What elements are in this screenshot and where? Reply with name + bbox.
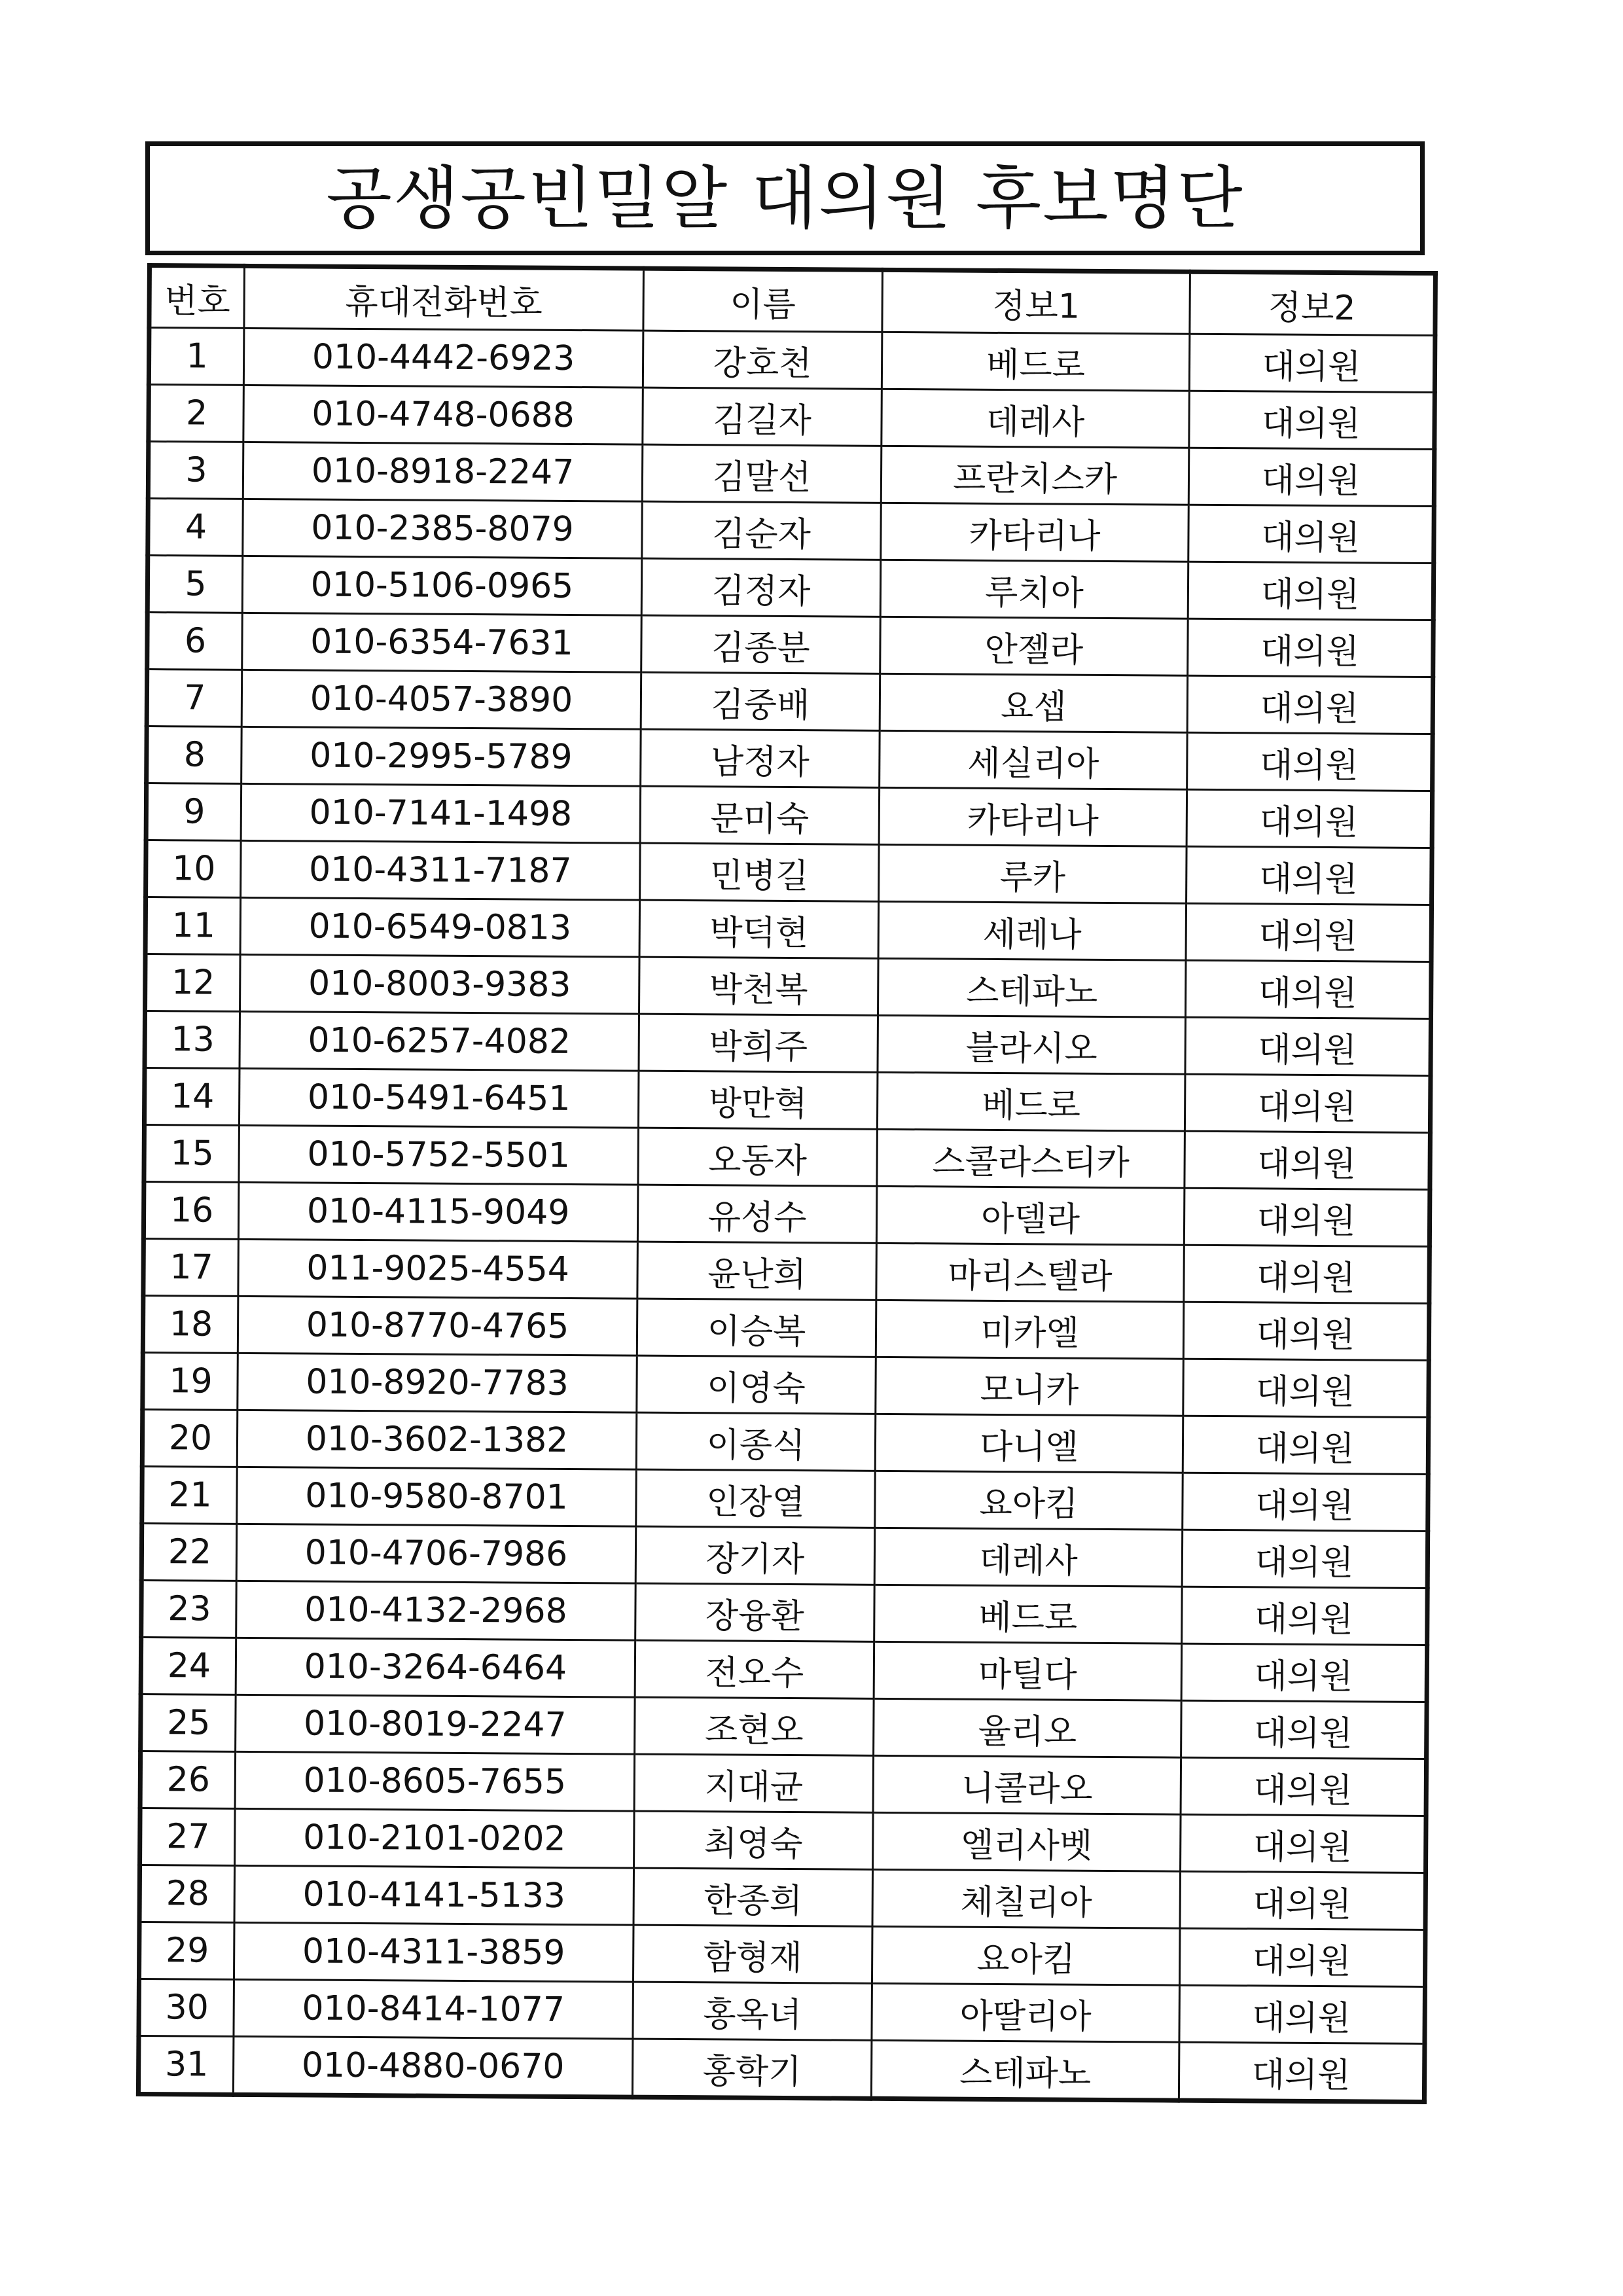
cell-info1: 카타리나 [879, 787, 1187, 846]
cell-number: 2 [149, 385, 244, 442]
cell-info1: 루카 [879, 844, 1187, 903]
table-row [140, 1808, 1426, 1873]
candidate-table-wrapper [136, 263, 1433, 2104]
cell-phone: 010-6257-4082 [240, 1011, 639, 1071]
table-row [138, 2036, 1425, 2102]
cell-number: 25 [141, 1694, 236, 1751]
cell-number: 20 [142, 1409, 238, 1467]
table-row [145, 897, 1431, 962]
header-number: 번호 [149, 266, 245, 329]
cell-info2: 대의원 [1183, 1416, 1429, 1474]
cell-phone: 010-2385-8079 [243, 499, 643, 558]
cell-phone: 010-2995-5789 [241, 726, 641, 786]
cell-info1: 세레나 [878, 901, 1186, 960]
cell-info1: 베드로 [882, 332, 1190, 391]
table-row [143, 1352, 1429, 1417]
cell-info2: 대의원 [1187, 732, 1433, 791]
cell-name: 홍옥녀 [633, 1982, 872, 2040]
cell-info1: 스테파노 [878, 958, 1186, 1017]
cell-number: 30 [139, 1979, 234, 2036]
table-row [142, 1466, 1428, 1531]
cell-name: 유성수 [637, 1185, 877, 1243]
cell-info1: 프란치스카 [881, 446, 1189, 505]
cell-info2: 대의원 [1179, 1985, 1425, 2043]
cell-phone: 010-8920-7783 [238, 1353, 637, 1412]
cell-info2: 대의원 [1185, 1074, 1431, 1132]
cell-name: 조현오 [635, 1697, 874, 1755]
table-row [139, 1865, 1425, 1929]
cell-name: 장기자 [635, 1526, 875, 1585]
cell-phone: 010-8414-1077 [234, 1979, 633, 2039]
table-row [144, 1067, 1430, 1132]
cell-info2: 대의원 [1181, 1643, 1427, 1702]
cell-info1: 아델라 [876, 1186, 1185, 1245]
cell-phone: 010-8918-2247 [243, 442, 643, 501]
table-row [142, 1409, 1428, 1474]
cell-number: 28 [139, 1865, 235, 1922]
cell-info2: 대의원 [1182, 1530, 1428, 1588]
cell-info1: 블라시오 [878, 1015, 1186, 1074]
cell-phone: 010-4706-7986 [236, 1524, 636, 1583]
table-row [147, 670, 1433, 734]
header-info2: 정보2 [1190, 272, 1436, 335]
cell-phone: 010-4442-6923 [243, 328, 643, 387]
cell-info2: 대의원 [1180, 1871, 1426, 1929]
cell-info1: 요아킴 [872, 1926, 1180, 1985]
cell-info2: 대의원 [1189, 334, 1435, 392]
cell-info2: 대의원 [1181, 1757, 1427, 1816]
table-header-row [149, 266, 1436, 336]
table-row [144, 1124, 1430, 1189]
cell-name: 김말선 [642, 444, 882, 503]
cell-phone: 010-8770-4765 [238, 1296, 637, 1355]
cell-info1: 미카엘 [876, 1300, 1184, 1359]
cell-number: 14 [144, 1067, 240, 1125]
cell-number: 11 [145, 897, 241, 955]
cell-info2: 대의원 [1184, 1245, 1430, 1303]
cell-phone: 010-5491-6451 [239, 1068, 639, 1128]
table-row [147, 556, 1433, 620]
cell-number: 10 [146, 840, 241, 898]
cell-phone: 010-6549-0813 [240, 897, 640, 957]
cell-phone: 010-4141-5133 [234, 1865, 634, 1925]
cell-name: 이영숙 [637, 1355, 876, 1414]
cell-name: 이종식 [636, 1412, 876, 1471]
cell-phone: 010-4311-7187 [241, 840, 641, 900]
page-title: 공생공빈밀알 대의원 후보명단 [326, 158, 1244, 238]
cell-info2: 대의원 [1185, 1017, 1431, 1075]
cell-info1: 요아킴 [875, 1471, 1183, 1530]
cell-phone: 010-2101-0202 [235, 1808, 635, 1868]
cell-phone: 010-3602-1382 [237, 1410, 637, 1469]
cell-number: 18 [143, 1295, 238, 1353]
cell-name: 박희주 [639, 1014, 878, 1072]
table-body [138, 328, 1435, 2102]
cell-number: 4 [148, 499, 243, 556]
cell-info2: 대의원 [1188, 505, 1435, 563]
cell-number: 26 [140, 1751, 236, 1808]
cell-info1: 데레사 [874, 1528, 1183, 1587]
cell-name: 김순자 [642, 501, 882, 560]
table-row [148, 499, 1434, 564]
cell-info2: 대의원 [1183, 1359, 1429, 1417]
cell-info1: 안젤라 [880, 617, 1188, 675]
cell-name: 오동자 [638, 1128, 878, 1186]
cell-number: 29 [139, 1922, 234, 1979]
table-row [140, 1751, 1426, 1816]
table-row [148, 442, 1434, 507]
cell-name: 지대균 [634, 1754, 874, 1812]
table-row [149, 385, 1435, 450]
cell-phone: 011-9025-4554 [238, 1239, 638, 1299]
cell-name: 김종분 [641, 615, 881, 673]
cell-info2: 대의원 [1183, 1473, 1429, 1531]
cell-name: 박덕현 [639, 900, 879, 958]
table-row [145, 954, 1431, 1019]
cell-info2: 대의원 [1187, 675, 1433, 734]
cell-name: 홍학기 [632, 2039, 872, 2098]
cell-number: 9 [146, 783, 241, 841]
cell-info2: 대의원 [1186, 789, 1433, 848]
cell-phone: 010-8019-2247 [236, 1695, 635, 1754]
table-row [147, 613, 1433, 677]
table-row [146, 783, 1432, 848]
cell-info2: 대의원 [1186, 846, 1433, 905]
cell-info2: 대의원 [1179, 1928, 1425, 1986]
cell-name: 남정자 [641, 729, 880, 787]
cell-info1: 다니엘 [875, 1414, 1183, 1473]
cell-phone: 010-5106-0965 [242, 556, 642, 615]
cell-phone: 010-6354-7631 [242, 613, 642, 672]
cell-number: 13 [145, 1011, 240, 1069]
cell-info2: 대의원 [1179, 2042, 1425, 2102]
header-phone: 휴대전화번호 [244, 266, 644, 331]
cell-phone: 010-3264-6464 [236, 1638, 635, 1697]
cell-info2: 대의원 [1181, 1814, 1427, 1873]
header-name: 이름 [643, 268, 883, 332]
cell-name: 이승복 [637, 1299, 876, 1357]
cell-name: 박천복 [639, 957, 879, 1015]
cell-info1: 세실리아 [880, 730, 1188, 789]
cell-name: 윤난희 [637, 1242, 877, 1300]
cell-number: 24 [141, 1637, 236, 1695]
cell-info2: 대의원 [1183, 1302, 1429, 1360]
cell-phone: 010-4311-3859 [234, 1922, 633, 1982]
cell-info2: 대의원 [1188, 619, 1434, 677]
cell-number: 3 [148, 442, 243, 499]
cell-phone: 010-8003-9383 [240, 954, 640, 1014]
cell-number: 27 [140, 1808, 236, 1865]
cell-info1: 루치아 [880, 560, 1188, 619]
cell-phone: 010-7141-1498 [241, 783, 641, 843]
table-row [145, 1011, 1431, 1076]
cell-phone: 010-5752-5501 [239, 1125, 639, 1185]
cell-number: 8 [147, 726, 242, 784]
cell-info1: 베드로 [874, 1585, 1183, 1643]
cell-name: 한종희 [633, 1868, 873, 1926]
cell-info1: 모니카 [876, 1357, 1184, 1416]
cell-info2: 대의원 [1189, 391, 1435, 449]
cell-info1: 체칠리아 [872, 1869, 1181, 1928]
cell-info2: 대의원 [1185, 1131, 1431, 1189]
cell-info1: 마리스텔라 [876, 1243, 1185, 1302]
title-box [145, 141, 1425, 255]
cell-number: 19 [143, 1352, 238, 1410]
cell-info1: 베드로 [877, 1072, 1185, 1131]
cell-name: 문미숙 [640, 786, 880, 844]
table-row [141, 1694, 1427, 1759]
table-row [139, 1922, 1425, 1986]
header-info1: 정보1 [882, 270, 1190, 334]
cell-phone: 010-9580-8701 [237, 1467, 637, 1526]
cell-name: 최영숙 [634, 1811, 874, 1869]
cell-number: 21 [142, 1466, 238, 1524]
table-row [141, 1637, 1427, 1702]
cell-number: 15 [144, 1124, 240, 1182]
cell-name: 김길자 [643, 387, 882, 446]
cell-name: 장융환 [635, 1583, 875, 1641]
cell-number: 22 [141, 1523, 237, 1581]
cell-info1: 니콜라오 [873, 1755, 1181, 1814]
table-row [139, 1979, 1425, 2043]
cell-name: 김중배 [641, 672, 880, 730]
cell-info2: 대의원 [1185, 960, 1431, 1018]
cell-name: 민병길 [640, 843, 880, 901]
cell-number: 7 [147, 670, 242, 727]
cell-info1: 요셉 [880, 673, 1188, 732]
cell-number: 12 [145, 954, 241, 1012]
cell-info1: 엘리사벳 [873, 1812, 1181, 1871]
cell-info2: 대의원 [1188, 448, 1435, 506]
table-row [146, 840, 1432, 905]
candidate-table [136, 263, 1438, 2104]
cell-name: 강호천 [643, 331, 882, 389]
cell-number: 5 [147, 556, 243, 613]
cell-number: 6 [147, 613, 243, 670]
cell-name: 김정자 [641, 558, 881, 617]
table-row [143, 1295, 1429, 1360]
cell-info1: 율리오 [874, 1698, 1182, 1757]
table-row [147, 726, 1433, 791]
cell-info1: 데레사 [882, 389, 1190, 448]
cell-info1: 스콜라스티카 [877, 1129, 1185, 1188]
table-row [143, 1238, 1429, 1303]
cell-phone: 010-4057-3890 [241, 670, 641, 729]
cell-number: 17 [143, 1238, 239, 1296]
cell-info1: 카타리나 [881, 503, 1189, 562]
table-row [149, 328, 1435, 393]
cell-phone: 010-4115-9049 [238, 1182, 638, 1242]
cell-number: 23 [141, 1580, 237, 1638]
cell-phone: 010-4132-2968 [236, 1581, 636, 1640]
cell-name: 함형재 [633, 1925, 872, 1983]
table-row [141, 1523, 1427, 1588]
cell-phone: 010-4748-0688 [243, 385, 643, 444]
cell-number: 31 [138, 2036, 234, 2094]
cell-phone: 010-4880-0670 [233, 2036, 633, 2097]
cell-info1: 스테파노 [871, 2040, 1179, 2100]
cell-info2: 대의원 [1182, 1587, 1428, 1645]
cell-name: 방만혁 [638, 1071, 878, 1129]
cell-info2: 대의원 [1181, 1700, 1427, 1759]
cell-number: 1 [149, 328, 244, 386]
cell-name: 전오수 [635, 1640, 874, 1698]
cell-number: 16 [143, 1181, 239, 1239]
cell-info1: 아딸리아 [872, 1983, 1180, 2042]
cell-name: 인장열 [636, 1469, 876, 1528]
table-row [143, 1181, 1429, 1246]
cell-info2: 대의원 [1188, 562, 1434, 620]
table-row [141, 1580, 1427, 1645]
cell-info1: 마틸다 [874, 1641, 1182, 1700]
cell-info2: 대의원 [1184, 1188, 1430, 1246]
cell-info2: 대의원 [1186, 903, 1432, 961]
cell-phone: 010-8605-7655 [235, 1751, 635, 1811]
